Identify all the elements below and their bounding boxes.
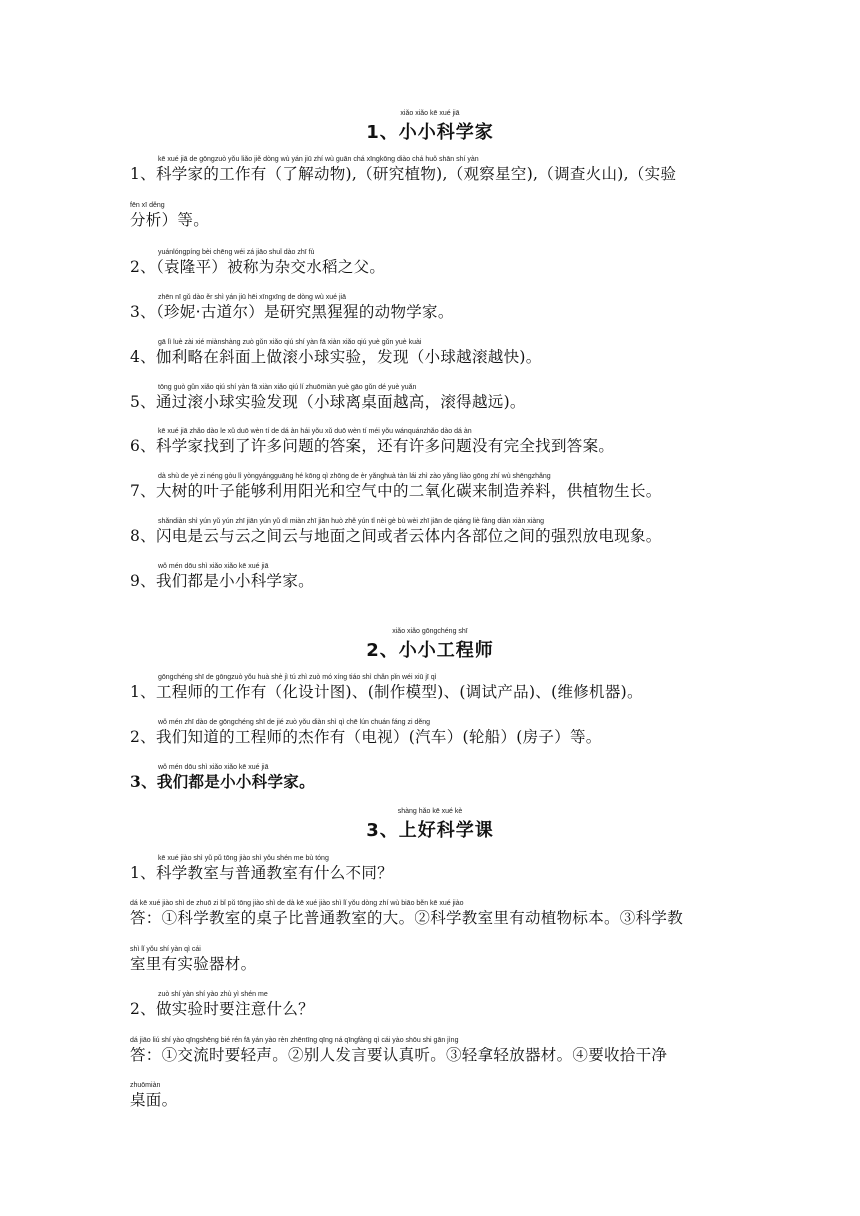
- s1-line-1-cont: [130, 202, 740, 230]
- line-text: 答：①交流时要轻声。②别人发言要认真听。③轻拿轻放器材。④要收拾干净: [130, 1046, 668, 1064]
- section-1-title-pinyin: xiǎo xiǎo kē xué jiā: [400, 110, 460, 117]
- pinyin-annotation: wǒ mén zhī dào de gōngchéng shī de jié zuò yǒu diàn shì qì chē lún chuán fáng zi děng: [158, 719, 431, 726]
- s3-answer-2-cont: [130, 1082, 740, 1110]
- pinyin-annotation: shì lǐ yǒu shí yàn qì cái: [130, 946, 201, 953]
- pinyin-annotation: kē xué jiā de gōngzuò yǒu liǎo jiě dòng wù yán jiū zhí wù guān chá xīngkōng diào chá huǒ shān shí yàn: [158, 156, 479, 163]
- line-text: 1、工程师的工作有（化设计图)、(制作模型)、(调试产品)、(维修机器)。: [130, 683, 643, 701]
- pinyin-annotation: gā lì luè zài xié miànshàng zuò gǔn xiǎo qiú shí yàn fā xiàn xiǎo qiú yuè gǔn yuè kuài: [158, 339, 422, 346]
- pinyin-annotation: wǒ mén dōu shì xiǎo xiǎo kē xué jiā: [158, 563, 269, 570]
- section-2-title-text: 2、小小工程师: [366, 640, 494, 661]
- s1-line-6: [130, 428, 740, 456]
- s3-answer-1-cont: [130, 946, 740, 974]
- s3-answer-1: [130, 900, 740, 928]
- line-text: 1、科学家的工作有（了解动物),（研究植物),（观察星空),（调查火山),（实验: [130, 165, 677, 183]
- pinyin-annotation: zuò shí yàn shí yào zhù yì shén me: [158, 991, 268, 998]
- line-text: 分析）等。: [130, 211, 210, 229]
- pinyin-annotation: fēn xī děng: [130, 202, 165, 209]
- s1-line-7: [130, 473, 740, 501]
- s2-line-3: [130, 764, 740, 792]
- pinyin-annotation: dá jiāo liú shí yào qīngshēng bié rén fā yán yào rèn zhēntīng qīng ná qīngfàng qì cái yào shōu shi gān jìng: [130, 1037, 459, 1044]
- line-text: 室里有实验器材。: [130, 955, 257, 973]
- pinyin-annotation: kē xué jiào shì yǔ pǔ tōng jiào shì yǒu shén me bù tóng: [158, 855, 329, 862]
- s1-line-5: [130, 384, 740, 412]
- s3-line-2: [130, 991, 740, 1019]
- section-2-title-pinyin: xiǎo xiǎo gōngchéng shī: [392, 628, 468, 635]
- pinyin-annotation: dà shù de yè zi néng gòu lì yòngyángguāng hé kōng qì zhōng de èr yǎnghuà tàn lái zhì zào yǎng liào gōng zhí wù shēngzhǎng: [158, 473, 551, 480]
- pinyin-annotation: zhēn nī gǔ dào ěr shì yán jiū hēi xīngxīng de dòng wù xué jiā: [158, 294, 346, 301]
- line-text: 6、科学家找到了许多问题的答案，还有许多问题没有完全找到答案。: [130, 437, 615, 455]
- s2-line-2: [130, 719, 740, 747]
- line-text: 4、伽利略在斜面上做滚小球实验，发现（小球越滚越快)。: [130, 348, 542, 366]
- line-text: 1、科学教室与普通教室有什么不同？: [130, 864, 393, 882]
- line-text: 8、闪电是云与云之间云与地面之间或者云体内各部位之间的强烈放电现象。: [130, 527, 662, 545]
- line-text: 2、做实验时要注意什么？: [130, 1000, 314, 1018]
- section-3-title-pinyin: shàng hǎo kē xué kè: [397, 808, 463, 815]
- s1-line-9: [130, 563, 740, 591]
- section-1-title: [0, 110, 860, 144]
- line-text: 2、我们知道的工程师的杰作有（电视）(汽车）(轮船）(房子）等。: [130, 728, 602, 746]
- s1-line-4: [130, 339, 740, 367]
- line-text: 桌面。: [130, 1091, 178, 1109]
- section-1-title-text: 1、小小科学家: [366, 122, 494, 143]
- line-text: 9、我们都是小小科学家。: [130, 572, 314, 590]
- s1-line-8: [130, 518, 740, 546]
- pinyin-annotation: kē xué jiā zhǎo dào le xǔ duō wèn tí de dá àn hái yǒu xǔ duō wèn tí méi yǒu wánquánzhǎo dào dá àn: [158, 428, 472, 435]
- s1-line-1: [130, 156, 740, 184]
- pinyin-annotation: tōng guò gǔn xiǎo qiú shí yàn fā xiàn xiǎo qiú lí zhuōmiàn yuè gāo gǔn dé yuè yuǎn: [158, 384, 417, 391]
- line-text: 7、大树的叶子能够利用阳光和空气中的二氧化碳来制造养料，供植物生长。: [130, 482, 662, 500]
- s1-line-3: [130, 294, 740, 322]
- s2-line-1: [130, 674, 740, 702]
- line-text: 3、（珍妮·古道尔）是研究黑猩猩的动物学家。: [130, 303, 454, 321]
- pinyin-annotation: dá kē xué jiào shì de zhuō zi bǐ pǔ tōng jiào shì de dà kē xué jiào shì lǐ yǒu dòng zhí wù biāo běn kē xué jiào: [130, 900, 464, 907]
- pinyin-annotation: yuánlóngpíng bèi chēng wéi zá jiāo shuǐ dào zhī fù: [158, 249, 315, 256]
- section-3-title-text: 3、上好科学课: [366, 820, 494, 841]
- line-text: 2、（袁隆平）被称为杂交水稻之父。: [130, 258, 386, 276]
- section-3-title: [0, 808, 860, 842]
- line-text: 3、我们都是小小科学家。: [130, 772, 315, 791]
- pinyin-annotation: wǒ mén dōu shì xiǎo xiǎo kē xué jiā: [158, 764, 269, 771]
- pinyin-annotation: shǎndiàn shì yún yǔ yún zhī jiān yún yǔ dì miàn zhī jiān huò zhě yún tǐ nèi gè bù wèi zhī jiān de qiáng liè fàng diàn xiàn xiàng: [158, 518, 545, 525]
- section-2-title: [0, 628, 860, 662]
- pinyin-annotation: gōngchéng shī de gōngzuò yǒu huà shè jì tú zhì zuò mó xíng tiáo shì chǎn pǐn wéi xiū jī qì: [158, 674, 437, 681]
- s3-line-1: [130, 855, 740, 883]
- line-text: 答：①科学教室的桌子比普通教室的大。②科学教室里有动植物标本。③科学教: [130, 909, 684, 927]
- s1-line-2: [130, 249, 740, 277]
- pinyin-annotation: zhuōmiàn: [130, 1082, 161, 1089]
- line-text: 5、通过滚小球实验发现（小球离桌面越高，滚得越远)。: [130, 393, 526, 411]
- s3-answer-2: [130, 1037, 740, 1065]
